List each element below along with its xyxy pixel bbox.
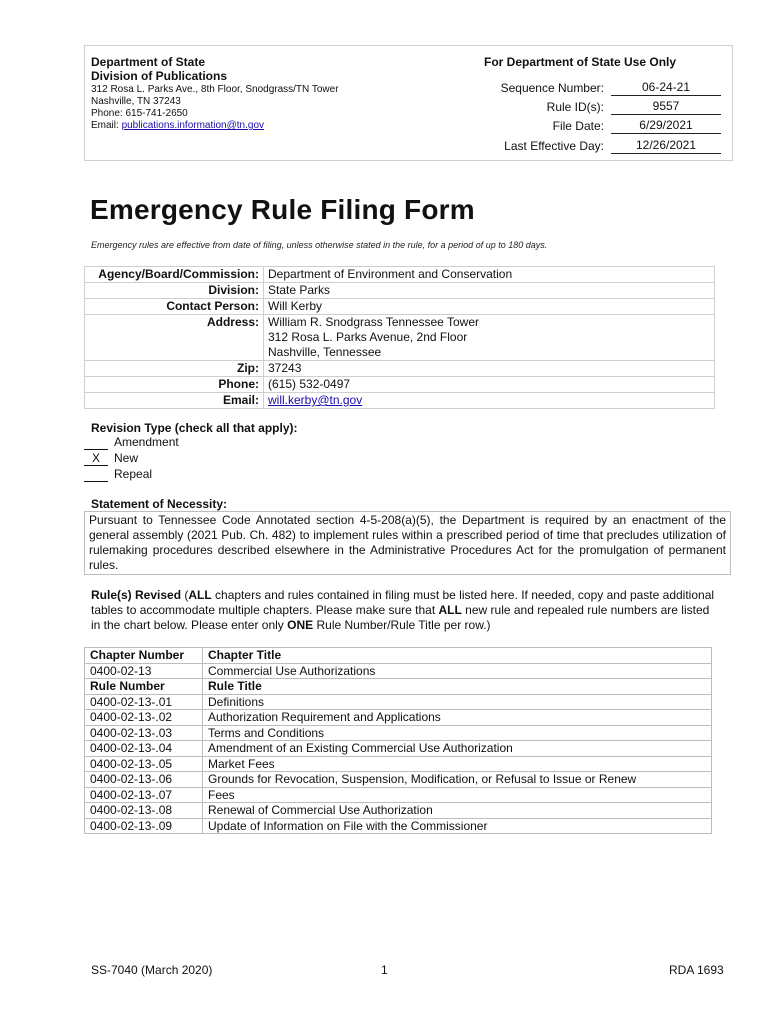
- necessity-text: Pursuant to Tennessee Code Annotated section 4-5-208(a)(5), the Department is required by an enactment of the general assembly (2021 Pub. Ch. 482) to implement rules within a prescribed period of time that precludes utilization of rulemaking procedures described elsewhere in the Administrative Procedures Act for the promulgation of permanent rules.: [84, 511, 731, 575]
- division-label: Division:: [85, 283, 264, 299]
- file-date-value: 6/29/2021: [611, 117, 721, 134]
- chapter-title-header: Chapter Title: [203, 648, 712, 664]
- rules-table: [84, 647, 712, 834]
- rule-number-header: Rule Number: [85, 679, 203, 695]
- rule-ids-label: Rule ID(s):: [546, 100, 604, 114]
- rule-number: 0400-02-13-.08: [85, 803, 203, 819]
- address-label: Address:: [85, 315, 264, 361]
- rules-revised-emphasis: ALL: [188, 588, 212, 602]
- office-address: 312 Rosa L. Parks Ave., 8th Floor, Snodgrass/TN Tower: [91, 84, 339, 95]
- rule-number: 0400-02-13-.07: [85, 787, 203, 803]
- rule-title: Authorization Requirement and Applications: [203, 710, 712, 726]
- revision-checkbox-amendment[interactable]: [84, 435, 108, 450]
- rule-title-header: Rule Title: [203, 679, 712, 695]
- division-row: [85, 283, 715, 299]
- table-row: [85, 756, 712, 772]
- rda-number: RDA 1693: [669, 963, 724, 977]
- form-title: Emergency Rule Filing Form: [90, 194, 475, 225]
- revision-option-label: New: [114, 451, 139, 465]
- table-row: [85, 741, 712, 757]
- department-name: Department of State: [91, 55, 206, 69]
- rule-number: 0400-02-13-.09: [85, 818, 203, 834]
- rule-number: 0400-02-13-.01: [85, 694, 203, 710]
- rule-number: 0400-02-13-.02: [85, 710, 203, 726]
- rule-title: Grounds for Revocation, Suspension, Modification, or Refusal to Issue or Renew: [203, 772, 712, 788]
- division-name: Division of Publications: [91, 69, 228, 83]
- agency-row: [85, 267, 715, 283]
- rules-revised-text: new rule and repealed rule numbers are listed in the chart below. Please enter only: [91, 603, 710, 632]
- phone-label: Phone:: [85, 377, 264, 393]
- rules-revised-text: Rule Number/Rule Title per row.): [313, 618, 491, 632]
- rule-title: Definitions: [203, 694, 712, 710]
- office-phone: Phone: 615-741-2650: [91, 108, 188, 119]
- revision-type-title: Revision Type (check all that apply):: [91, 421, 298, 435]
- rules-revised-emphasis: ALL: [438, 603, 462, 617]
- revision-checkbox-new[interactable]: X: [84, 451, 108, 466]
- table-row: [85, 710, 712, 726]
- last-effective-day-label: Last Effective Day:: [504, 139, 604, 153]
- file-date-label: File Date:: [552, 119, 604, 133]
- rule-header-row: [85, 679, 712, 695]
- address-line-3: Nashville, Tennessee: [268, 345, 382, 359]
- office-email: [91, 120, 264, 132]
- office-city: Nashville, TN 37243: [91, 96, 181, 107]
- revision-option-amendment[interactable]: [84, 435, 179, 450]
- contact-email-link[interactable]: will.kerby@tn.gov: [268, 393, 363, 407]
- email-value: [264, 393, 715, 409]
- phone-row: [85, 377, 715, 393]
- page-number: 1: [381, 963, 388, 977]
- agency-table: [84, 266, 715, 409]
- revision-option-repeal[interactable]: [84, 467, 152, 482]
- chapter-title: Commercial Use Authorizations: [203, 663, 712, 679]
- sequence-number-value: 06-24-21: [611, 79, 721, 96]
- zip-label: Zip:: [85, 361, 264, 377]
- revision-option-label: Repeal: [114, 467, 153, 481]
- rules-revised-text: chapters and rules contained in filing must be listed here. If needed, copy and paste additional tables to accommodate multiple chapters. Please make sure that: [91, 588, 715, 617]
- phone-value: (615) 532-0497: [264, 377, 715, 393]
- address-line-2: 312 Rosa L. Parks Avenue, 2nd Floor: [268, 330, 468, 344]
- revision-checkbox-repeal[interactable]: [84, 467, 108, 482]
- rule-title: Fees: [203, 787, 712, 803]
- chapter-number-header: Chapter Number: [85, 648, 203, 664]
- state-use-only-title: For Department of State Use Only: [484, 55, 677, 69]
- rule-title: Terms and Conditions: [203, 725, 712, 741]
- division-value: State Parks: [264, 283, 715, 299]
- rule-title: Update of Information on File with the Commissioner: [203, 818, 712, 834]
- zip-value: 37243: [264, 361, 715, 377]
- table-row: [85, 725, 712, 741]
- rules-revised-instructions: [91, 588, 721, 633]
- emergency-note: Emergency rules are effective from date of filing, unless otherwise stated in the rule, for a period of up to 180 days.: [91, 240, 548, 250]
- last-effective-day-value: 12/26/2021: [611, 137, 721, 154]
- table-row: [85, 818, 712, 834]
- rule-ids-value: 9557: [611, 98, 721, 115]
- email-row: [85, 393, 715, 409]
- rules-revised-emphasis: ONE: [287, 618, 314, 632]
- rule-number: 0400-02-13-.06: [85, 772, 203, 788]
- form-id: SS-7040 (March 2020): [91, 963, 213, 977]
- address-row: [85, 315, 715, 361]
- rules-revised-text: (: [181, 588, 189, 602]
- revision-option-new[interactable]: [84, 451, 138, 466]
- rule-title: Renewal of Commercial Use Authorization: [203, 803, 712, 819]
- table-row: [85, 694, 712, 710]
- rule-number: 0400-02-13-.05: [85, 756, 203, 772]
- table-row: [85, 772, 712, 788]
- contact-row: [85, 299, 715, 315]
- contact-label: Contact Person:: [85, 299, 264, 315]
- email-label: Email:: [85, 393, 264, 409]
- address-line-1: William R. Snodgrass Tennessee Tower: [268, 315, 479, 329]
- agency-label: Agency/Board/Commission:: [85, 267, 264, 283]
- chapter-row: [85, 663, 712, 679]
- zip-row: [85, 361, 715, 377]
- rule-number: 0400-02-13-.03: [85, 725, 203, 741]
- revision-option-label: Amendment: [114, 435, 179, 449]
- necessity-title: Statement of Necessity:: [91, 497, 228, 511]
- agency-value: Department of Environment and Conservation: [264, 267, 715, 283]
- address-value: [264, 315, 715, 361]
- office-email-link[interactable]: publications.information@tn.gov: [121, 120, 265, 131]
- chapter-header-row: [85, 648, 712, 664]
- chapter-number: 0400-02-13: [85, 663, 203, 679]
- table-row: [85, 787, 712, 803]
- rules-revised-heading: Rule(s) Revised: [91, 588, 182, 602]
- sequence-number-label: Sequence Number:: [500, 81, 604, 95]
- contact-value: Will Kerby: [264, 299, 715, 315]
- table-row: [85, 803, 712, 819]
- rule-title: Market Fees: [203, 756, 712, 772]
- office-email-label: Email:: [91, 120, 122, 131]
- rule-number: 0400-02-13-.04: [85, 741, 203, 757]
- rule-title: Amendment of an Existing Commercial Use Authorization: [203, 741, 712, 757]
